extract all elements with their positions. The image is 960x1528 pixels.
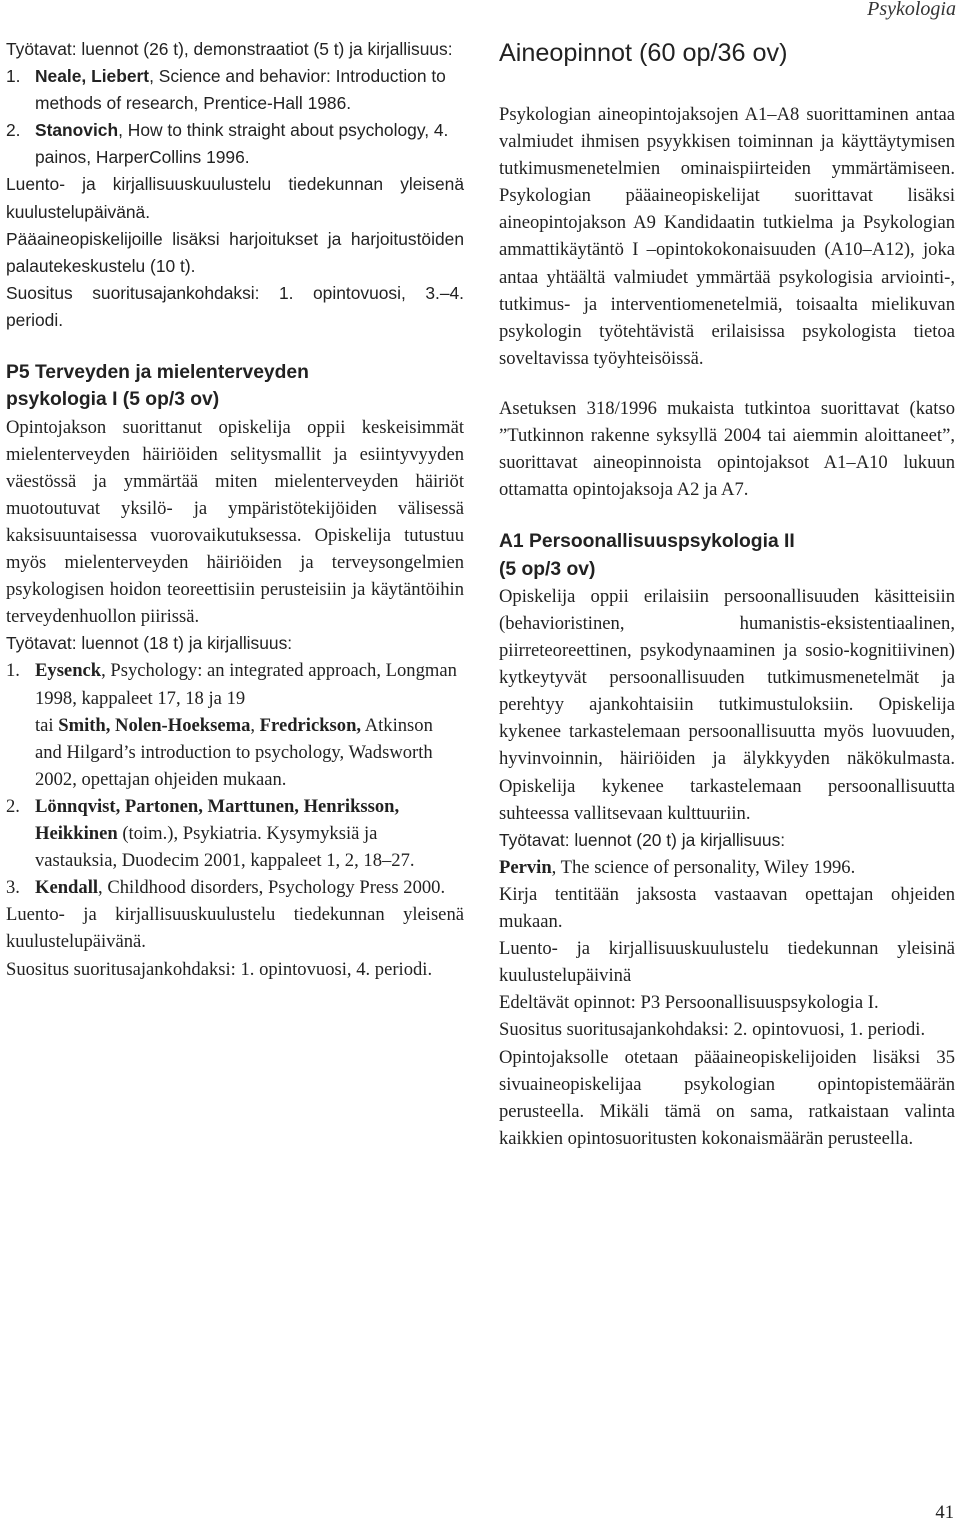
section-title: Aineopinnot (60 op/36 ov) — [499, 39, 788, 67]
a1-heading — [499, 528, 955, 583]
intro-book-2 — [6, 117, 464, 171]
list-number: 1. — [6, 66, 21, 87]
section-intro: Psykologian aineopintojaksojen A1–A8 suorittaminen antaa valmiudet ihmisen psyykkisen toiminnan ja käyttäytymisen tutkimusmenetelmien ominaispiirteiden ymmärtämiseen. Psykologian pääaineopiskelijat suorittavat lisäksi aineopintojakson A9 Kandidaatin tutkielma ja Psykologian ammattikäytäntö I –opintokokonaisuuden (A10–A12), joka antaa yhtäältä valmiudet ymmärtää psykologisia arviointi-, tutkimus- ja interventiomenetelmiä, toisaalta mielikuvan psykologin työtehtävistä erilaisissa psykologista tietoa soveltavissa työyhteisöissä. — [499, 104, 955, 369]
intro-book-1 — [6, 63, 464, 117]
intro-workmethods: Työtavat: luennot (26 t), demonstraatiot (5 t) ja kirjallisuus: — [6, 39, 453, 59]
p5-book-1 — [6, 657, 464, 792]
book-author: Pervin — [499, 856, 552, 878]
section-decree: Asetuksen 318/1996 mukaista tutkintoa suorittavat (katso ”Tutkinnon rakenne syksyllä 2004 tai aiemmin aloittaneet”, suorittavat aineopinnoista opintojaksot A1–A10 lukuun ottamatta opintojaksoja A2 ja A7. — [499, 397, 955, 501]
book-details: , Psychology: an integrated approach, Longman 1998, kappaleet 17, 18 ja 19 — [35, 660, 457, 709]
intro-recommendation: Suositus suoritusajankohdaksi: 1. opintovuosi, 3.–4. periodi. — [6, 282, 464, 330]
intro-exam: Luento- ja kirjallisuuskuulustelu tiedekunnan yleisenä kuulustelupäivänä. — [6, 174, 464, 222]
book-details: (toim.), Psykiatria. Kysymyksiä ja vastauksia, Duodecim 2001, kappaleet 1, 2, 18–27. — [35, 823, 415, 872]
book-details: Atkinson and Hilgard’s introduction to psychology, Wadsworth 2002, opettajan ohjeiden mukaan. — [35, 714, 433, 790]
page-number: 41 — [935, 1502, 954, 1523]
intro-extra: Pääaineopiskelijoille lisäksi harjoitukset ja harjoitustöiden palautekeskustelu (10 t). — [6, 228, 464, 276]
list-number: 2. — [6, 795, 20, 817]
book-details: , Science and behavior: Introduction to methods of research, Prentice-Hall 1986. — [35, 66, 446, 114]
left-column — [6, 36, 464, 983]
p5-recommendation: Suositus suoritusajankohdaksi: 1. opintovuosi, 4. periodi. — [6, 958, 433, 980]
book-author: Stanovich — [35, 120, 119, 141]
a1-admission: Opintojaksolle otetaan pääaineopiskelijoiden lisäksi 35 sivuaineopiskelijaa psykologian opintopistemäärän perusteella. Mikäli tämä on sama, ratkaistaan valinta kaikkien opintosuoritusten kokonaismäärän perusteella. — [499, 1046, 955, 1149]
p5-book-3 — [6, 874, 464, 901]
p5-description: Opintojakson suorittanut opiskelija oppii keskeisimmät mielenterveyden häiriöiden selitysmallit ja esiintyvyyden väestössä ja ymmärtää miten mielenterveyden häiriöt muotoutuvat yksilö- ja ympäristötekijöiden välisessä kaksisuuntaisessa vuorovaikutuksessa. Opiskelija tutustuu myös mielenterveyden häiriöiden ja terveysongelmien psykologisen hoidon teoreettisiin perusteisiin ja käytäntöihin terveydenhuollon piirissä. — [6, 416, 464, 628]
a1-workmethods: Työtavat: luennot (20 t) ja kirjallisuus: — [499, 829, 786, 850]
right-column — [499, 36, 955, 1152]
a1-heading-line2: (5 op/3 ov) — [499, 558, 596, 580]
list-number: 2. — [6, 120, 21, 141]
book-details: , Childhood disorders, Psychology Press 2000. — [98, 877, 446, 899]
a1-recommendation: Suositus suoritusajankohdaksi: 2. opintovuosi, 1. periodi. — [499, 1019, 926, 1041]
p5-heading-line2: psykologia I (5 op/3 ov) — [6, 389, 220, 411]
list-number: 1. — [6, 660, 20, 682]
p5-workmethods: Työtavat: luennot (18 t) ja kirjallisuus: — [6, 633, 293, 654]
a1-book-note: Kirja tentitään jaksosta vastaavan opettajan ohjeiden mukaan. — [499, 883, 955, 933]
book-author: Fredrickson, — [259, 714, 362, 736]
book-author: Smith, Nolen-Hoeksema — [58, 714, 251, 736]
a1-book — [499, 854, 955, 881]
p5-exam: Luento- ja kirjallisuuskuulustelu tiedekunnan yleisenä kuulustelupäivänä. — [6, 904, 464, 953]
a1-description: Opiskelija oppii erilaisiin persoonallisuuden käsitteisiin (behavioristinen, humanistis-eksistentiaalinen, piirreteoreettinen, psykodynaaminen ja sosio-kognitiivinen) kytkeytyvät persoonallisuuden tutkimusmenetelmät ja perehtyy ajankohtaisiin tutkimustuloksiin. Opiskelija kykenee tarkastelemaan persoonallisuutta myös luovuuden, hyvinvoinnin, häiriöiden ja älykkyyden näkökulmasta. Opiskelija kykenee tarkastelemaan persoonallisuutta suhteessa vallitsevaan kulttuuriin. — [499, 585, 955, 824]
book-author: Eysenck — [35, 660, 102, 682]
a1-exam: Luento- ja kirjallisuuskuulustelu tiedekunnan yleisinä kuulustelupäivinä — [499, 938, 955, 987]
list-number: 3. — [6, 877, 20, 899]
p5-heading — [6, 359, 464, 414]
a1-prereq: Edeltävät opinnot: P3 Persoonallisuuspsykologia I. — [499, 992, 879, 1014]
book-details: , The science of personality, Wiley 1996. — [551, 856, 856, 878]
book-details: , How to think straight about psychology, 4. painos, HarperCollins 1996. — [35, 120, 449, 168]
book-author: Kendall — [35, 877, 99, 899]
book-author: Lönnqvist, Partonen, Marttunen, Henriksson, Heikkinen — [35, 795, 400, 845]
book-or: tai — [35, 714, 59, 736]
book-author: Neale, Liebert — [35, 66, 150, 87]
book-sep: , — [250, 714, 260, 736]
p5-book-2 — [6, 793, 464, 874]
running-header: Psykologia — [867, 0, 956, 20]
a1-heading-line1: A1 Persoonallisuuspsykologia II — [499, 531, 795, 553]
p5-heading-line1: P5 Terveyden ja mielenterveyden — [6, 362, 309, 384]
